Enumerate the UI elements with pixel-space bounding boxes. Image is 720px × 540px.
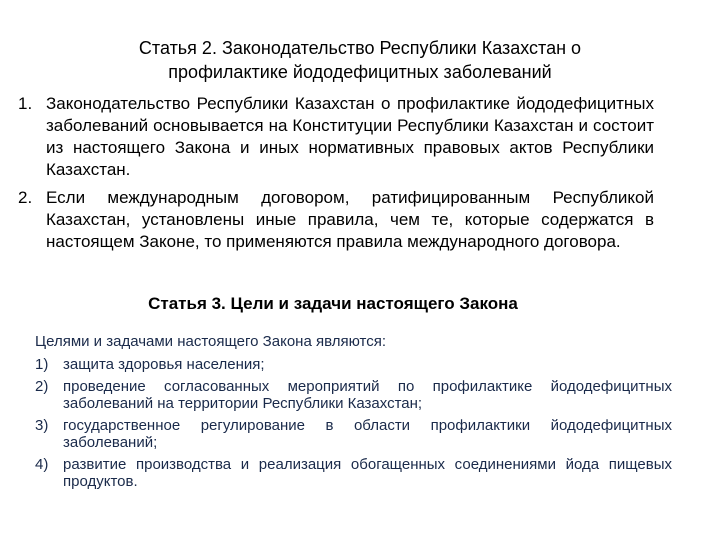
article-2-title-line-1: Статья 2. Законодательство Республики Казахстан о <box>138 38 582 58</box>
item-text: Законодательство Республики Казахстан о профилактике йододефицитных заболеваний основывается на Конституции Республики Казахстан и состоит из настоящего Закона и иных нормативных правовых актов Республики Казахстан. <box>46 94 654 179</box>
article-2-item <box>18 93 654 181</box>
goal-number: 1) <box>35 356 49 373</box>
goal-text: развитие производства и реализация обогащенных соединениями йода пищевых продуктов. <box>63 456 672 490</box>
item-text: Если международным договором, ратифицированным Республикой Казахстан, установлены иные правила, чем те, которые содержатся в настоящем Законе, то применяются правила международного договора. <box>46 188 654 251</box>
goal-number: 3) <box>35 417 49 434</box>
goal-number: 2) <box>35 378 49 395</box>
article-3-body <box>35 333 672 495</box>
item-number: 1. <box>18 94 33 113</box>
article-2-title <box>60 36 660 84</box>
article-2-item <box>18 187 654 253</box>
article-2-title-line-2: профилактике йододефицитных заболеваний <box>168 62 552 82</box>
goal-number: 4) <box>35 456 49 473</box>
goal-text: защита здоровья населения; <box>63 356 265 373</box>
article-2-body <box>18 93 654 253</box>
goal-item <box>35 417 672 451</box>
article-3-intro: Целями и задачами настоящего Закона являются: <box>35 333 386 350</box>
goal-text: государственное регулирование в области профилактики йододефицитных заболеваний; <box>63 417 672 451</box>
goal-text: проведение согласованных мероприятий по профилактике йододефицитных заболеваний на территории Республики Казахстан; <box>63 378 672 412</box>
goal-item <box>35 456 672 490</box>
item-number: 2. <box>18 188 33 207</box>
article-3-title: Статья 3. Цели и задачи настоящего Закона <box>148 294 518 313</box>
goal-item <box>35 378 672 412</box>
goal-item <box>35 356 672 373</box>
